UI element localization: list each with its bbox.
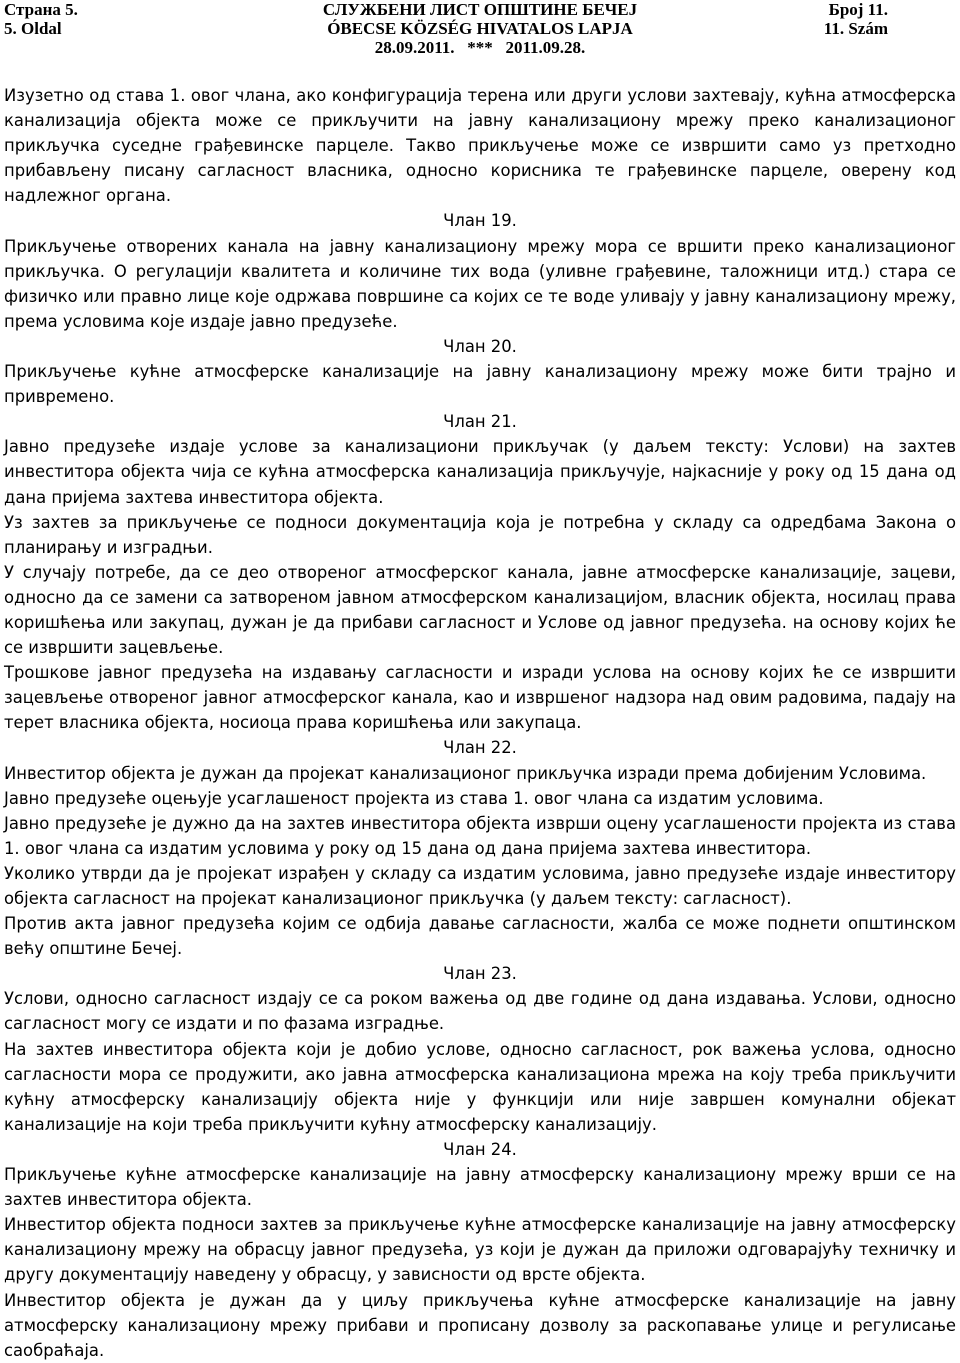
paragraph: Јавно предузеће издаје услове за канализациони прикључак (у даљем тексту: Услови) на захтев инвеститора објекта чија се кућна атмосферска канализација прикључује, најкасније у року од 15 дана од дана пријема захтева инвеститора објекта. xyxy=(4,437,956,507)
paragraph: Јавно предузеће оцењује усаглашеност пројекта из става 1. овог члана са издатим условима. xyxy=(4,788,824,808)
issue-date: 28.09.2011. *** 2011.09.28. xyxy=(374,38,586,57)
paragraph: Инвеститор објекта је дужан да пројекат канализационог прикључка изради према добијеним Условима. xyxy=(4,763,927,783)
paragraph: На захтев инвеститора објекта који је добио услове, односно сагласност, рок важења услова, односно сагласности мора се продужити, ако јавна атмосферска канализациона мрежа на коју треба прикључити кућну атмосферску канализацију објекта није у функцији или није завршен комунални објекат канализације на који треба прикључити кућну атмосферску канализацију. xyxy=(4,1039,956,1134)
paragraph: Уз захтев за прикључење се подноси документација која је потребна у складу са одредбама Закона о планирању и изградњи. xyxy=(4,512,956,557)
header-row-serbian xyxy=(0,0,960,19)
paragraph: Инвеститор објекта подноси захтев за прикључење кућне атмосферске канализације на јавну атмосферску канализациону мрежу на обрасцу јавног предузећа, уз који је дужан да приложи одговарајућу техничку и другу документацију наведену у обрасцу, у зависности од врсте објекта. xyxy=(4,1215,956,1285)
paragraph: Инвеститор објекта је дужан да у циљу прикључења кућне атмосферске канализације на јавну атмосферску канализациону мрежу прибави и прописану дозволу за раскопавање улице и регулисање саобраћаја. xyxy=(4,1290,956,1360)
paragraph: Услови, односно сагласност издају се са роком важења од две године од дана издавања. Услови, односно сагласност могу се издати и по фазама изградње. xyxy=(4,989,956,1034)
issue-number-serbian: Број 11. xyxy=(828,0,888,19)
page-number-hungarian: 5. Oldal xyxy=(4,19,62,38)
paragraph: Прикључење кућне атмосферске канализације на јавну атмосферску канализациону мрежу врши се на захтев инвеститора објекта. xyxy=(4,1165,956,1210)
paragraph: Трошкове јавног предузећа на издавању сагласности и изради услова на основу којих ће се извршити зацевљење отвореног јавног атмосферског канала, као и извршеног надзора над овим радовима, падају на терет власника објекта, носиоца права коришћења или закупаца. xyxy=(4,663,956,733)
header-row-date xyxy=(0,38,960,57)
page-number-serbian: Страна 5. xyxy=(4,0,78,19)
issue-number-hungarian: 11. Szám xyxy=(823,19,888,38)
paragraph: Изузетно од става 1. овог члана, ако конфигурација терена или други услови захтевају, кућна атмосферска канализација објекта може се прикључити на јавну канализациону мрежу преко канализационог прикључка суседне грађевинске парцеле. Такво прикључење може се извршити само уз претходно прибављену писану сагласност власника, односно корисника те грађевинске парцеле, оверену код надлежног органа. xyxy=(4,86,956,206)
paragraph: Прикључење кућне атмосферске канализације на јавну канализациону мрежу може бити трајно и привремено. xyxy=(4,362,956,407)
article-heading: Члан 22. xyxy=(443,738,517,758)
paragraph: Јавно предузеће је дужно да на захтев инвеститора објекта изврши оцену усаглашености пројекта из става 1. овог члана са издатим условима у року од 15 дана од дана пријема захтева инвеститора. xyxy=(4,813,956,858)
gazette-title-serbian: СЛУЖБЕНИ ЛИСТ ОПШТИНЕ БЕЧЕЈ xyxy=(322,0,638,19)
paragraph: Прикључење отворених канала на јавну канализациону мрежу мора се вршити преко канализационог прикључка. О регулацији квалитета и количине тих вода (уливне грађевине, таложници итд.) стара се физичко или правно лице које одржава површине са којих се те воде уливају у јавну канализациону мрежу, према условима које издаје јавно предузеће. xyxy=(4,236,956,331)
gazette-title-hungarian: ÓBECSE KÖZSÉG HIVATALOS LAPJA xyxy=(327,19,633,38)
document-body xyxy=(4,83,956,1363)
paragraph: У случају потребе, да се део отвореног атмосферског канала, јавне атмосферске канализације, зацеви, односно да се замени са затвореном јавном атмосферском канализацијом, власник објекта, носилац права коришћења или закупац, дужан је да прибави сагласност и Услове од јавног предузећа. на основу којих ће се извршити зацевљење. xyxy=(4,562,956,658)
article-heading: Члан 21. xyxy=(443,412,517,432)
paragraph: Уколико утврди да је пројекат израђен у складу са издатим условима, јавно предузеће издаје инвеститору објекта сагласност на пројекат канализационог прикључка (у даљем тексту: сагласност). xyxy=(4,863,956,908)
article-heading: Члан 24. xyxy=(443,1139,517,1159)
paragraph: Против акта јавног предузећа којим се одбија давање сагласности, жалба се може поднети општинском већу општине Бечеј. xyxy=(4,914,956,959)
header-row-hungarian xyxy=(0,19,960,38)
page-header xyxy=(0,0,960,60)
article-heading: Члан 19. xyxy=(443,211,517,231)
article-heading: Члан 23. xyxy=(443,964,517,984)
article-heading: Члан 20. xyxy=(443,336,517,356)
